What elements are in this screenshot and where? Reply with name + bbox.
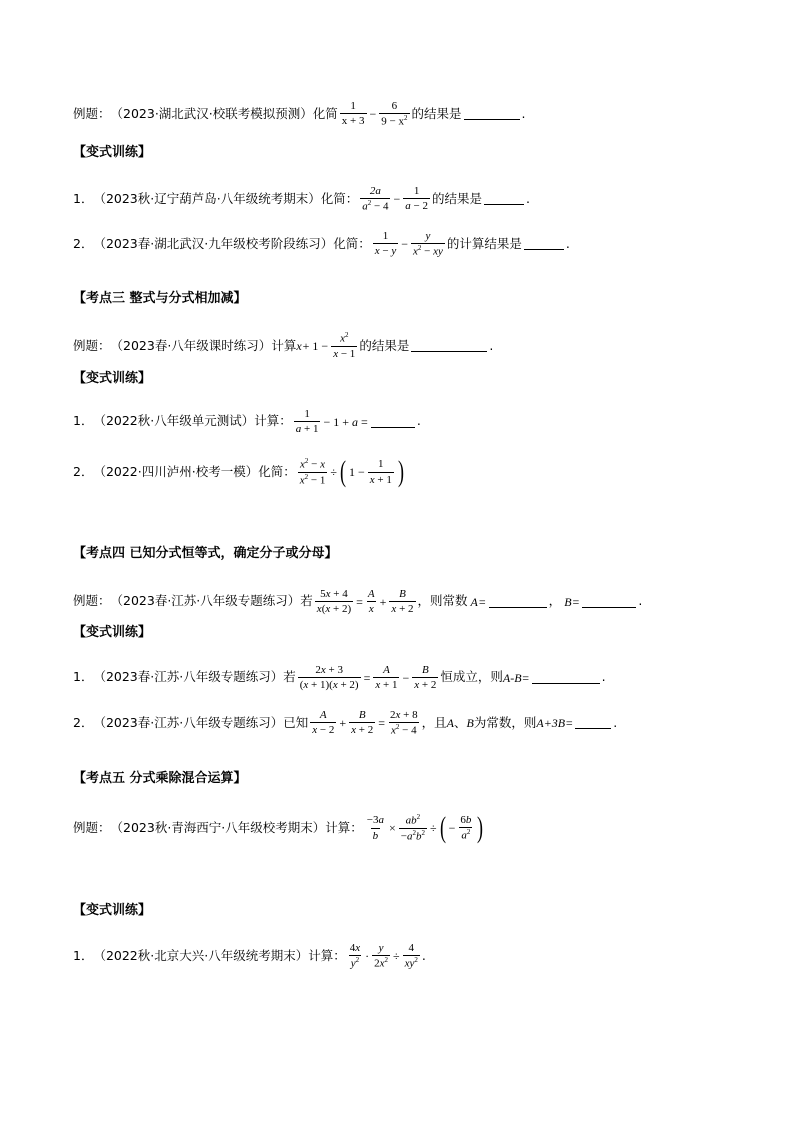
answer-blank[interactable] <box>371 415 415 428</box>
variant-3-2: 2． （2022·四川泸州·校考一模） 化简： $\frac{x^2 - x}{x^2 - 1}$ ÷ ( 1 − $\frac{1}{x + 1}$ ) <box>73 455 404 488</box>
fraction: $\frac{A}{x}$ <box>367 588 375 616</box>
period: . <box>521 105 526 121</box>
problem-source: （2023春·湖北武汉·九年级校考阶段练习） <box>93 235 334 251</box>
problem-mid: 为常数，则 <box>473 714 537 730</box>
section-heading: 【考点五 分式乘除混合运算】 <box>73 771 247 786</box>
expression-label: A-B= <box>502 670 530 685</box>
problem-source: （2023春·江苏·八年级专题练习） <box>93 669 284 685</box>
example-label: 例题： <box>73 337 111 353</box>
problem-action: 化简： <box>333 235 371 251</box>
answer-blank[interactable] <box>411 339 487 352</box>
fraction: $\frac{2x + 3}{(x + 1)(x + 2)}$ <box>299 664 359 692</box>
answer-blank[interactable] <box>532 671 600 684</box>
fraction: $\frac{4x}{y^2}$ <box>349 942 361 970</box>
problem-suffix: ，且 <box>421 714 447 730</box>
fraction: $\frac{-3a}{b}$ <box>366 814 385 842</box>
period: . <box>489 337 494 353</box>
problem-suffix: 恒成立，则 <box>440 669 503 685</box>
variant-label: 【变式训练】 <box>73 371 152 386</box>
fraction: $\frac{1}{a + 1}$ <box>295 408 319 436</box>
variant-5-1: 1． （2022秋·北京大兴·八年级统考期末） 计算： $\frac{4x}{y^2}$ · $\frac{y}{2x^2}$ ÷ $\frac{4}{xy^2}$ . <box>73 942 426 970</box>
fraction: $\frac{x^2}{x - 1}$ <box>333 331 356 360</box>
fraction: $\frac{1}{a - 2}$ <box>405 185 428 213</box>
separator: ， <box>548 593 562 609</box>
example-1: 例题： （2023·湖北武汉·校联考模拟预测） 化简 $\frac{1}{x + 3}$ − $\frac{6}{9 - x^2}$ 的结果是 . <box>73 100 526 128</box>
problem-action: 化简 <box>312 105 338 121</box>
variant-label: 【变式训练】 <box>73 625 152 640</box>
variant-1-2: 2． （2023春·湖北武汉·九年级校考阶段练习） 化简： $\frac{1}{x - y}$ − $\frac{y}{x^2 - xy}$ 的计算结果是 . <box>73 230 570 258</box>
example-3: 例题： （2023春·八年级课时练习） 计算 x + 1 − $\frac{x^2}{x - 1}$ 的结果是 . <box>73 331 494 360</box>
fraction: $\frac{2a}{a^2 - 4}$ <box>362 185 389 213</box>
period: . <box>416 413 421 429</box>
problem-number: 1． <box>73 669 94 685</box>
fraction: $\frac{1}{x + 3}$ <box>341 100 365 128</box>
problem-action: 计算： <box>308 947 346 963</box>
problem-action: 化简： <box>320 190 359 206</box>
problem-source: （2023·湖北武汉·校联考模拟预测） <box>110 105 313 121</box>
answer-blank[interactable] <box>484 192 524 205</box>
fraction: $\frac{ab^2}{-a^2b^2}$ <box>400 812 426 843</box>
fraction: $\frac{A}{x + 1}$ <box>375 664 398 692</box>
problem-suffix: 的结果是 <box>411 105 462 121</box>
problem-source: （2022秋·北京大兴·八年级统考期末） <box>93 947 309 963</box>
problem-action: 计算： <box>254 413 292 429</box>
period: . <box>525 190 530 206</box>
variant-label: 【变式训练】 <box>73 903 152 918</box>
period: . <box>613 714 618 730</box>
problem-source: （2023秋·辽宁葫芦岛·八年级统考期末） <box>93 190 321 206</box>
fraction: $\frac{A}{x - 2}$ <box>312 709 335 737</box>
problem-source: （2022·四川泸州·校考一模） <box>93 463 259 479</box>
variant-4-1: 1． （2023春·江苏·八年级专题练习） 若 $\frac{2x + 3}{(x + 1)(x + 2)}$ = $\frac{A}{x + 1}$ − $\frac{B}{x + 2}$ 恒成立，则 A-B= . <box>73 664 606 692</box>
expression-label: A+3B= <box>536 715 574 730</box>
problem-suffix: 的结果是 <box>359 337 410 353</box>
problem-number: 2． <box>73 235 94 251</box>
problem-suffix: 的结果是 <box>431 190 482 206</box>
example-4: 例题： （2023春·江苏·八年级专题练习） 若 $\frac{5x + 4}{x(x + 2)}$ = $\frac{A}{x}$ + $\frac{B}{x + 2}$ ，则常数 A = ， B = . <box>73 588 643 616</box>
period: . <box>421 947 426 963</box>
problem-action: 若 <box>300 593 313 609</box>
problem-action: 化简： <box>258 463 296 479</box>
problem-action: 已知 <box>283 714 309 730</box>
fraction: $\frac{1}{x + 1}$ <box>369 458 392 486</box>
section-heading: 【考点四 已知分式恒等式，确定分子或分母】 <box>73 546 338 561</box>
problem-number: 2． <box>73 714 94 730</box>
problem-number: 1． <box>73 413 94 429</box>
problem-action: 计算： <box>325 819 363 835</box>
variant-label: 【变式训练】 <box>73 145 152 160</box>
problem-source: （2023春·八年级课时练习） <box>110 337 272 353</box>
period: . <box>601 669 606 685</box>
fraction: $\frac{B}{x + 2}$ <box>391 588 414 616</box>
answer-blank-a[interactable] <box>489 595 547 608</box>
answer-blank-b[interactable] <box>582 595 636 608</box>
period: . <box>638 593 643 609</box>
fraction: $\frac{4}{xy^2}$ <box>404 942 418 970</box>
fraction: $\frac{1}{x - y}$ <box>374 230 397 258</box>
answer-blank[interactable] <box>575 716 611 729</box>
problem-number: 2． <box>73 463 94 479</box>
variant-4-2: 2． （2023春·江苏·八年级专题练习） 已知 $\frac{A}{x - 2}$ + $\frac{B}{x + 2}$ = $\frac{2x + 8}{x^2 - 4}$ ，且 A 、 B 为常数，则 A+3B= . <box>73 709 618 737</box>
fraction: $\frac{B}{x + 2}$ <box>414 664 437 692</box>
problem-source: （2023春·江苏·八年级专题练习） <box>93 714 284 730</box>
problem-action: 若 <box>283 669 296 685</box>
answer-blank[interactable] <box>464 107 520 120</box>
problem-number: 1． <box>73 190 94 206</box>
problem-source: （2023春·江苏·八年级专题练习） <box>110 593 301 609</box>
example-label: 例题： <box>73 593 111 609</box>
section-heading: 【考点三 整式与分式相加减】 <box>73 291 247 306</box>
problem-action: 计算 <box>271 337 297 353</box>
fraction: $\frac{y}{x^2 - xy}$ <box>413 230 443 258</box>
fraction: $\frac{6b}{a^2}$ <box>460 814 472 842</box>
problem-suffix: 的计算结果是 <box>446 235 522 251</box>
example-label: 例题： <box>73 819 111 835</box>
example-label: 例题： <box>73 105 111 121</box>
fraction: $\frac{y}{2x^2}$ <box>374 942 389 970</box>
problem-mid: ，则常数 <box>417 593 468 609</box>
problem-number: 1． <box>73 947 94 963</box>
variant-3-1: 1． （2022秋·八年级单元测试） 计算： $\frac{1}{a + 1}$ − 1 + a = . <box>73 408 421 436</box>
fraction: $\frac{B}{x + 2}$ <box>351 709 374 737</box>
fraction: $\frac{6}{9 - x^2}$ <box>381 100 408 128</box>
problem-source: （2022秋·八年级单元测试） <box>93 413 255 429</box>
answer-blank[interactable] <box>524 237 564 250</box>
period: . <box>565 235 570 251</box>
fraction: $\frac{x^2 - x}{x^2 - 1}$ <box>299 456 326 487</box>
variant-1-1: 1． （2023秋·辽宁葫芦岛·八年级统考期末） 化简： $\frac{2a}{a^2 - 4}$ − $\frac{1}{a - 2}$ 的结果是 . <box>73 185 530 213</box>
example-5: 例题： （2023秋·青海西宁·八年级校考期末） 计算： $\frac{-3a}{b}$ × $\frac{ab^2}{-a^2b^2}$ ÷ ( − $\frac{6b}{a^2}$ ) <box>73 811 484 844</box>
fraction: $\frac{5x + 4}{x(x + 2)}$ <box>316 588 352 616</box>
fraction: $\frac{2x + 8}{x^2 - 4}$ <box>390 709 418 737</box>
problem-source: （2023秋·青海西宁·八年级校考期末） <box>110 819 326 835</box>
